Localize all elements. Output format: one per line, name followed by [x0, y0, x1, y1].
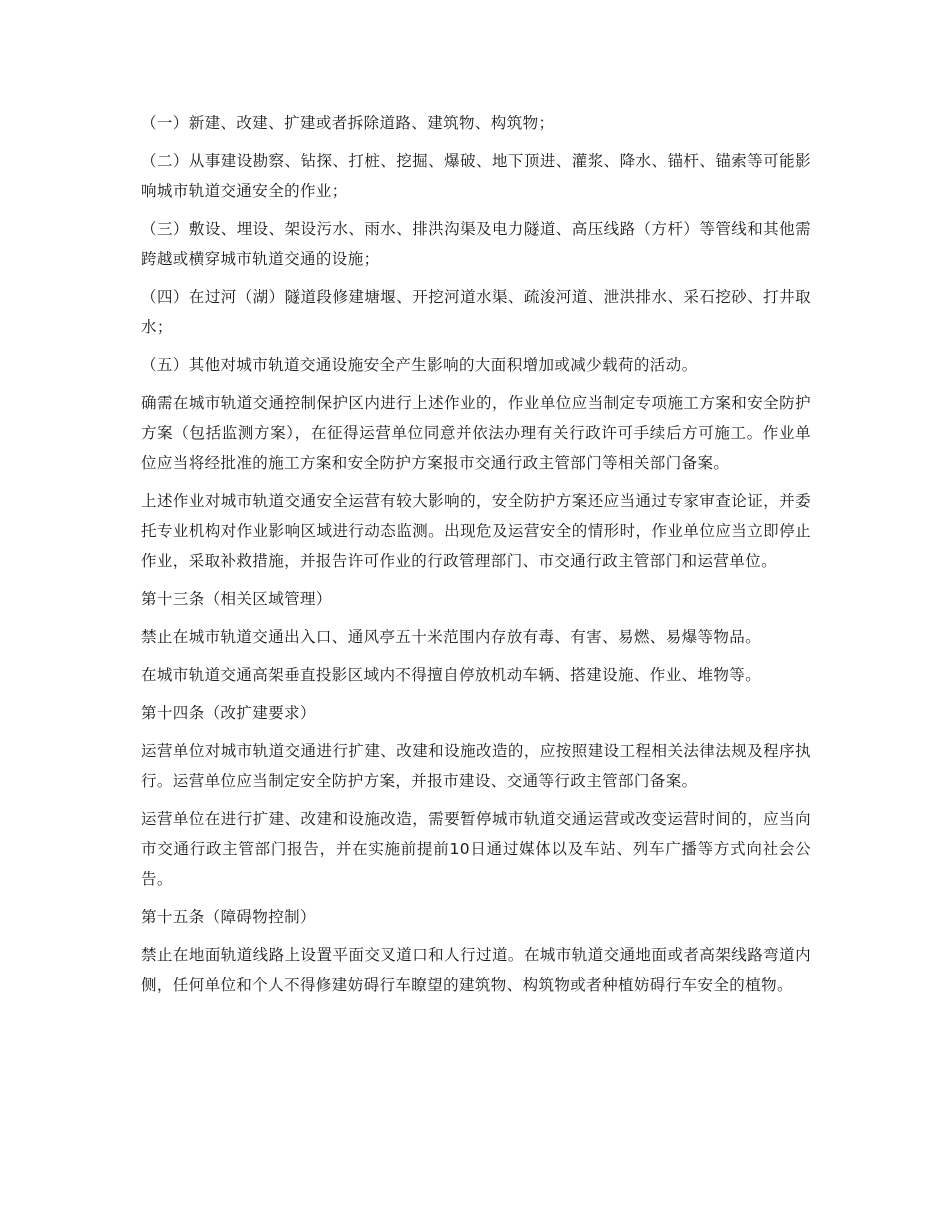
- article-15-heading: 第十五条（障碍物控制）: [141, 908, 316, 926]
- article-13-paragraph-1: 禁止在城市轨道交通出入口、通风亭五十米范围内存放有毒、有害、易燃、易爆等物品。: [141, 628, 762, 646]
- article-14-paragraph-1: 运营单位对城市轨道交通进行扩建、改建和设施改造的，应按照建设工程相关法律法规及程序执行。运营单位应当制定安全防护方案，并报市建设、交通等行政主管部门备案。: [141, 742, 811, 790]
- expert-review-paragraph: 上述作业对城市轨道交通安全运营有较大影响的，安全防护方案还应当通过专家审查论证，并委托专业机构对作业影响区域进行动态监测。出现危及运营安全的情形时，作业单位应当立即停止作业，采取补救措施，并报告许可作业的行政管理部门、市交通行政主管部门和运营单位。: [141, 492, 811, 570]
- article-13-heading: 第十三条（相关区域管理）: [141, 590, 332, 608]
- article-15-paragraph-1: 禁止在地面轨道线路上设置平面交叉道口和人行过道。在城市轨道交通地面或者高架线路弯道内侧，任何单位和个人不得修建妨碍行车瞭望的建筑物、构筑物或者种植妨碍行车安全的植物。: [141, 946, 811, 994]
- item-2-paragraph: （二）从事建设勘察、钻探、打桩、挖掘、爆破、地下顶进、灌浆、降水、锚杆、锚索等可能影响城市轨道交通安全的作业；: [141, 152, 811, 200]
- article-13-paragraph-2: 在城市轨道交通高架垂直投影区域内不得擅自停放机动车辆、搭建设施、作业、堆物等。: [141, 666, 762, 684]
- article-14-paragraph-2: 运营单位在进行扩建、改建和设施改造，需要暂停城市轨道交通运营或改变运营时间的，应当向市交通行政主管部门报告，并在实施前提前10日通过媒体以及车站、列车广播等方式向社会公告。: [141, 810, 811, 888]
- item-4-paragraph: （四）在过河（湖）隧道段修建塘堰、开挖河道水渠、疏浚河道、泄洪排水、采石挖砂、打井取水；: [141, 288, 811, 336]
- article-14-heading: 第十四条（改扩建要求）: [141, 704, 316, 722]
- item-3-paragraph: （三）敷设、埋设、架设污水、雨水、排洪沟渠及电力隧道、高压线路（方杆）等管线和其他需跨越或横穿城市轨道交通的设施；: [141, 220, 811, 268]
- construction-approval-paragraph: 确需在城市轨道交通控制保护区内进行上述作业的，作业单位应当制定专项施工方案和安全防护方案（包括监测方案），在征得运营单位同意并依法办理有关行政许可手续后方可施工。作业单位应当将经批准的施工方案和安全防护方案报市交通行政主管部门等相关部门备案。: [141, 394, 811, 472]
- document-body: [141, 108, 811, 1008]
- item-5-paragraph: （五）其他对城市轨道交通设施安全产生影响的大面积增加或减少载荷的活动。: [141, 356, 698, 374]
- item-1-paragraph: （一）新建、改建、扩建或者拆除道路、建筑物、构筑物；: [141, 114, 555, 132]
